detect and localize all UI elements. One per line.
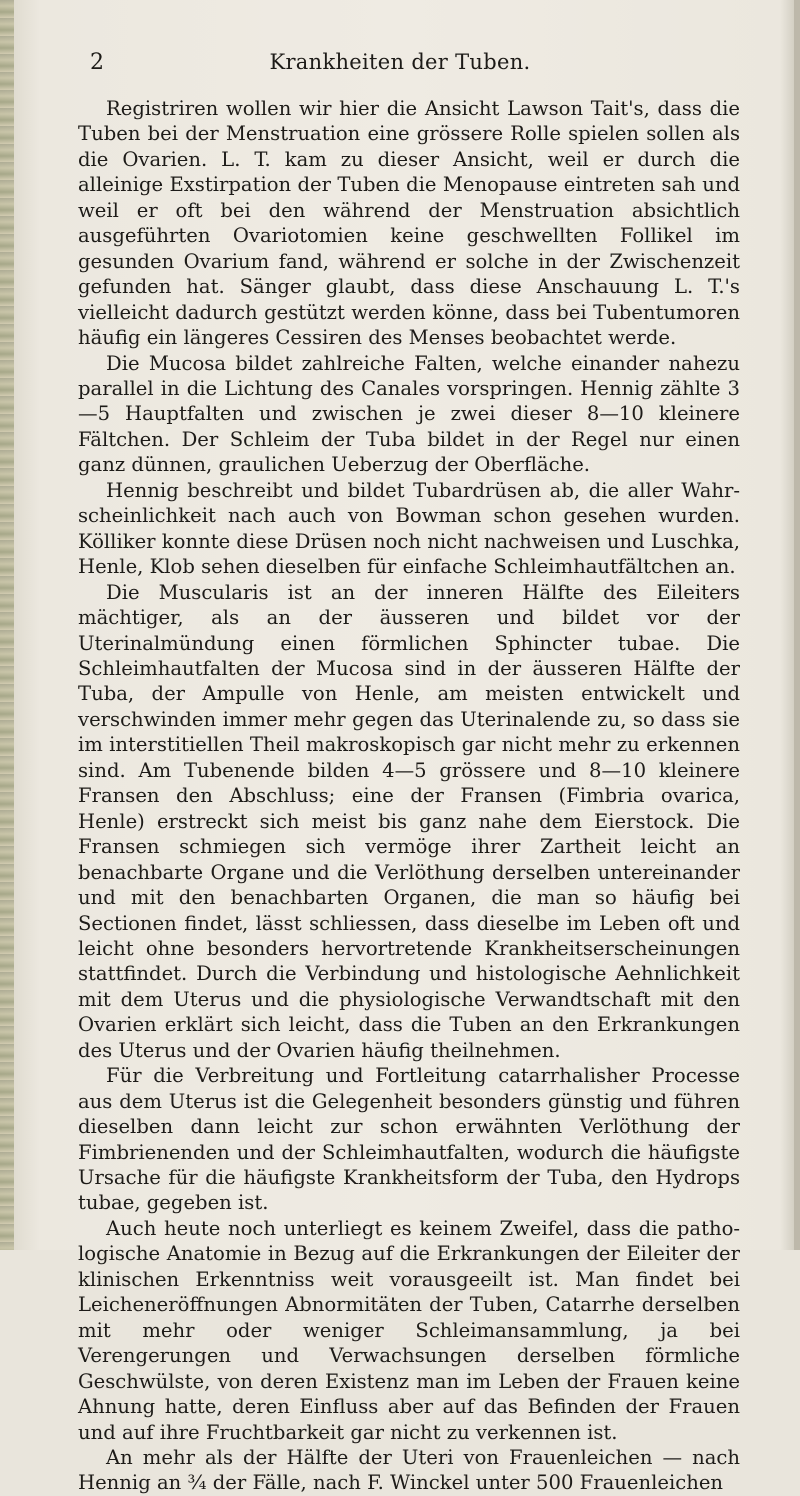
paragraph: An mehr als der Hälfte der Uteri von Frauenleichen — nach Hennig an ¾ der Fälle, nach F. Winckel unter 500 Frauenleichen	[78, 1446, 740, 1495]
binding-edge	[0, 0, 14, 1250]
paragraph: Die Mucosa bildet zahlreiche Falten, welche einander nahezu parallel in die Lichtung des Canales vorspringen. Hennig zählte 3—5 Hauptfalten und zwischen je zwei dieser 8—10 kleinere Fältchen. Der Schleim der Tuba bildet in der Regel nur einen ganz dünnen, graulichen Ueberzug der Oberfläche.	[78, 351, 740, 477]
page-number: 2	[90, 50, 104, 75]
page-edge	[794, 0, 800, 1250]
running-head: Krankheiten der Tuben.	[269, 50, 531, 74]
page-header	[90, 50, 710, 78]
paragraph: Hennig beschreibt und bildet Tubardrüsen ab, die aller Wahrscheinlichkeit nach auch von Bowman schon gesehen wurden. Kölliker konnte diese Drüsen noch nicht nachweisen und Luschka, Henle, Klob sehen dieselben für einfache Schleimhautfältchen an.	[78, 478, 740, 579]
paragraph: Für die Verbreitung und Fortleitung catarrhalisher Processe aus dem Uterus ist die Gelegenheit besonders günstig und führen dieselben dann leicht zur schon erwähnten Verlöthung der Fimbrienenden und der Schleimhautfalten, wodurch die häufigste Ursache für die häufigste Krankheitsform der Tuba, den Hydrops tubae, gegeben ist.	[78, 1064, 740, 1215]
paragraph: Auch heute noch unterliegt es keinem Zweifel, dass die pathologische Anatomie in Bezug auf die Erkrankungen der Eileiter der klinischen Erkenntniss weit vorausgeeilt ist. Man findet bei Leicheneröffnungen Abnormitäten der Tuben, Catarrhe derselben mit mehr oder weniger Schleimansammlung, ja bei Verengerungen und Verwachsungen derselben förmliche Geschwülste, von deren Existenz man im Leben der Frauen keine Ahnung hatte, deren Einfluss aber auf das Befinden der Frauen und auf ihre Fruchtbarkeit gar nicht zu verkennen ist.	[78, 1216, 740, 1444]
paragraph: Die Muscularis ist an der inneren Hälfte des Eileiters mächtiger, als an der äusseren und bildet vor der Uterinalmündung einen förmlichen Sphincter tubae. Die Schleimhautfalten der Mucosa sind in der äusseren Hälfte der Tuba, der Ampulle von Henle, am meisten entwickelt und verschwinden immer mehr gegen das Uterinalende zu, so dass sie im interstitiellen Theil makroskopisch gar nicht mehr zu erkennen sind. Am Tubenende bilden 4—5 grössere und 8—10 kleinere Fransen den Abschluss; eine der Fransen (Fimbria ovarica, Henle) erstreckt sich meist bis ganz nahe dem Eierstock. Die Fransen schmiegen sich vermöge ihrer Zartheit leicht an benachbarte Organe und die Verlöthung derselben untereinander und mit den benachbarten Organen, die man so häufig bei Sectionen findet, lässt schliessen, dass dieselbe im Leben oft und leicht ohne besonders hervortretende Krankheitserscheinungen stattfindet. Durch die Verbindung und histologische Aehnlichkeit mit dem Uterus und die physiologische Verwandtschaft mit den Ovarien erklärt sich leicht, dass die Tuben an den Erkrankungen des Uterus und der Ovarien häufig theilnehmen.	[78, 580, 740, 1062]
paragraph: Registriren wollen wir hier die Ansicht Lawson Tait's, dass die Tuben bei der Menstruation eine grössere Rolle spielen sollen als die Ovarien. L. T. kam zu dieser Ansicht, weil er durch die alleinige Exstirpation der Tuben die Menopause eintreten sah und weil er oft bei den während der Menstruation absichtlich ausgeführten Ovariotomien keine geschwellten Follikel im gesunden Ovarium fand, während er solche in der Zwischenzeit gefunden hat. Sänger glaubt, dass diese Anschauung L. T.'s vielleicht dadurch gestützt werden könne, dass bei Tubentumoren häufig ein längeres Cessiren des Menses beobachtet werde.	[78, 97, 740, 350]
body-text	[78, 96, 740, 1496]
